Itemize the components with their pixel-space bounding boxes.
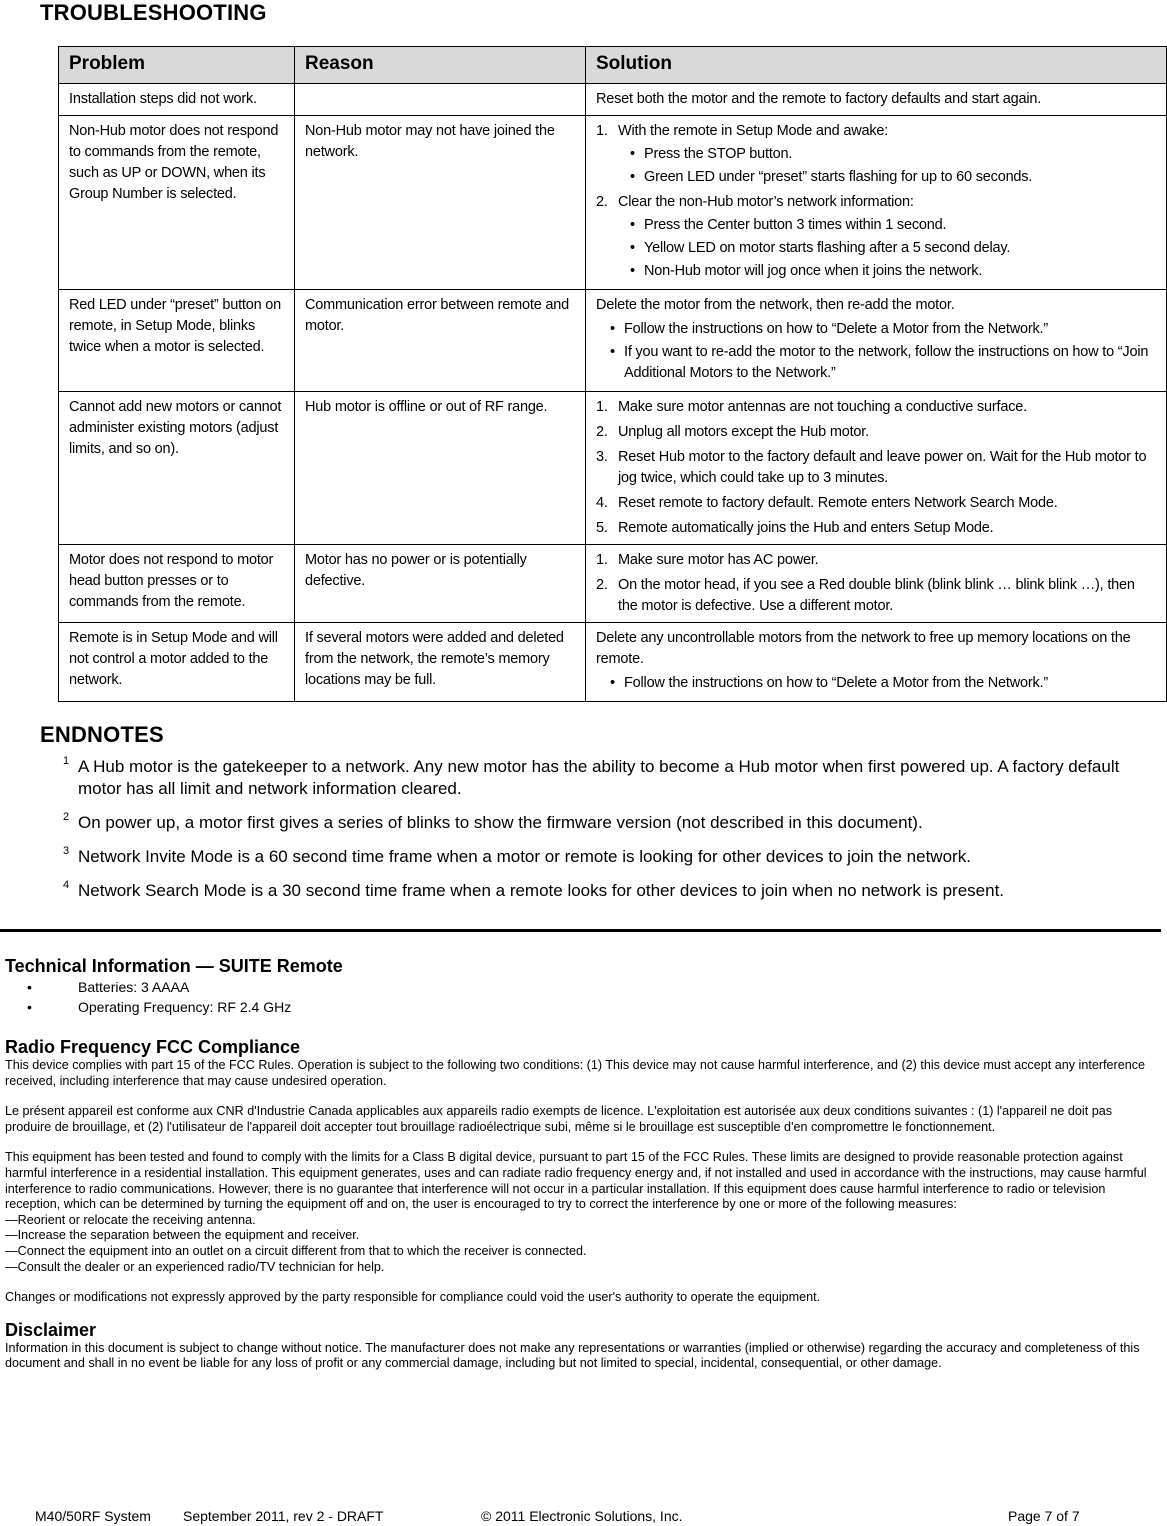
solution-step: 1. Make sure motor antennas are not touching a conductive surface.	[596, 399, 1027, 415]
table-row	[59, 392, 1167, 545]
fcc-measure: —Reorient or relocate the receiving antenna.	[5, 1212, 256, 1227]
solution-step: 3. Reset Hub motor to the factory default and leave power on. Wait for the Hub motor to jog twice, which could take up to 3 minutes.	[596, 449, 1147, 486]
solution-cell	[586, 392, 1167, 545]
solution-step: 2. Clear the non-Hub motor’s network information: • Press the Center button 3 times within 1 second. • Yellow LED on motor starts flashing after a 5 second delay. • Non-Hub motor will jog once when it joins the network.	[596, 192, 1156, 282]
endnote-number: 2	[63, 811, 70, 823]
disclaimer-text: Information in this document is subject to change without notice. The manufacturer does not make any representations or warranties (implied or otherwise) regarding the accuracy and completeness of this document and shall in no event be liable for any loss of profit or any commercial damage, including but not limited to special, incidental, consequential, or other damage.	[5, 1340, 1140, 1371]
endnote-number: 1	[63, 755, 70, 767]
solution-step: 1. With the remote in Setup Mode and awake: • Press the STOP button. • Green LED under “preset” starts flashing for up to 60 seconds.	[596, 121, 1156, 188]
fcc-measure: —Increase the separation between the equipment and receiver.	[5, 1228, 360, 1243]
footer-date: September 2011, rev 2 - DRAFT	[183, 1508, 384, 1524]
table-row	[59, 545, 1167, 623]
header-problem: Problem	[59, 47, 295, 84]
solution-bullet: • Follow the instructions on how to “Delete a Motor from the Network.”	[610, 673, 1156, 694]
endnote-item: 3 Network Invite Mode is a 60 second time frame when a motor or remote is looking for other devices to join the network.	[60, 846, 1140, 868]
table-row	[59, 84, 1167, 116]
reason-cell: Motor has no power or is potentially defective.	[295, 545, 586, 623]
solution-bullet: • Follow the instructions on how to “Delete a Motor from the Network.”	[610, 319, 1156, 340]
fcc-paragraph: This equipment has been tested and found to comply with the limits for a Class B digital device, pursuant to part 15 of the FCC Rules. These limits are designed to provide reasonable protection against harmful interference in a residential installation. This equipment generates, uses and can radiate radio frequency energy and, if not installed and used in accordance with the instructions, may cause harmful interference to radio communications. However, there is no guarantee that interference will not occur in a particular installation. If this equipment does cause harmful interference to radio or television reception, which can be determined by turning the equipment off and on, the user is encouraged to try to correct the interference by one or more of the following measures:	[5, 1150, 1147, 1212]
endnotes-title: ENDNOTES	[40, 722, 164, 747]
disclaimer-title: Disclaimer	[5, 1319, 97, 1340]
page-title: TROUBLESHOOTING	[40, 0, 267, 25]
table-header-row	[59, 47, 1167, 84]
solution-cell	[586, 545, 1167, 623]
fcc-measure: —Consult the dealer or an experienced radio/TV technician for help.	[5, 1259, 385, 1274]
solution-text: Delete any uncontrollable motors from the network to free up memory locations on the remote.	[596, 630, 1131, 667]
footer-copyright: © 2011 Electronic Solutions, Inc.	[481, 1508, 683, 1524]
solution-cell	[586, 116, 1167, 290]
technical-info-section	[5, 955, 1160, 1372]
solution-bullet: • Green LED under “preset” starts flashing for up to 60 seconds.	[630, 167, 1156, 188]
table-row	[59, 290, 1167, 392]
endnote-item: 1 A Hub motor is the gatekeeper to a network. Any new motor has the ability to become a Hub motor when first powered up. A factory default motor has all limit and network information cleared.	[60, 756, 1140, 800]
problem-cell: Installation steps did not work.	[59, 84, 295, 116]
solution-cell: Reset both the motor and the remote to factory defaults and start again.	[586, 84, 1167, 116]
solution-bullet: • If you want to re-add the motor to the network, follow the instructions on how to “Join Additional Motors to the Network.”	[610, 342, 1156, 384]
footer-product: M40/50RF System	[35, 1508, 151, 1524]
reason-cell: If several motors were added and deleted from the network, the remote’s memory locations may be full.	[295, 623, 586, 702]
header-reason: Reason	[295, 47, 586, 84]
tech-item: • Batteries: 3 AAAA	[5, 977, 1160, 997]
endnote-number: 4	[63, 879, 70, 891]
reason-cell: Hub motor is offline or out of RF range.	[295, 392, 586, 545]
problem-cell: Remote is in Setup Mode and will not control a motor added to the network.	[59, 623, 295, 702]
troubleshooting-table	[58, 46, 1167, 702]
endnote-item: 4 Network Search Mode is a 30 second time frame when a remote looks for other devices to join when no network is present.	[60, 880, 1140, 902]
fcc-paragraph: This device complies with part 15 of the FCC Rules. Operation is subject to the following two conditions: (1) This device may not cause harmful interference, and (2) this device must accept any interference received, including interference that may cause undesired operation.	[5, 1058, 1146, 1088]
tech-title: Technical Information — SUITE Remote	[5, 956, 343, 976]
endnotes-list	[60, 756, 1140, 914]
endnote-item: 2 On power up, a motor first gives a series of blinks to show the firmware version (not described in this document).	[60, 812, 1140, 834]
solution-bullet: • Yellow LED on motor starts flashing after a 5 second delay.	[630, 238, 1156, 259]
problem-cell: Motor does not respond to motor head button presses or to commands from the remote.	[59, 545, 295, 623]
solution-bullet: • Press the Center button 3 times within 1 second.	[630, 215, 1156, 236]
header-solution: Solution	[586, 47, 1167, 84]
fcc-measure: —Connect the equipment into an outlet on a circuit different from that to which the receiver is connected.	[5, 1243, 587, 1258]
table-row	[59, 623, 1167, 702]
solution-step: 2. Unplug all motors except the Hub motor.	[596, 424, 869, 440]
reason-cell	[295, 84, 586, 116]
section-divider	[0, 929, 1161, 932]
solution-step: 5. Remote automatically joins the Hub and enters Setup Mode.	[596, 520, 994, 536]
endnote-number: 3	[63, 845, 70, 857]
fcc-paragraph: Changes or modifications not expressly approved by the party responsible for compliance could void the user's authority to operate the equipment.	[5, 1290, 821, 1305]
solution-bullet: • Press the STOP button.	[630, 144, 1156, 165]
fcc-title: Radio Frequency FCC Compliance	[5, 1037, 301, 1057]
solution-text: Delete the motor from the network, then re-add the motor.	[596, 297, 955, 313]
fcc-paragraph-french: Le présent appareil est conforme aux CNR d'Industrie Canada applicables aux appareils radio exempts de licence. L'exploitation est autorisée aux deux conditions suivantes : (1) l'appareil ne doit pas produire de brouillage, et (2) l'utilisateur de l'appareil doit accepter tout brouillage radioélectrique subi, même si le brouillage est susceptible d'en compromettre le fonctionnement.	[5, 1104, 1113, 1134]
solution-step: 1. Make sure motor has AC power.	[596, 552, 819, 568]
problem-cell: Non-Hub motor does not respond to commands from the remote, such as UP or DOWN, when its Group Number is selected.	[59, 116, 295, 290]
problem-cell: Cannot add new motors or cannot administer existing motors (adjust limits, and so on).	[59, 392, 295, 545]
reason-cell: Communication error between remote and motor.	[295, 290, 586, 392]
solution-bullet: • Non-Hub motor will jog once when it joins the network.	[630, 261, 1156, 282]
problem-cell: Red LED under “preset” button on remote, in Setup Mode, blinks twice when a motor is selected.	[59, 290, 295, 392]
reason-cell: Non-Hub motor may not have joined the network.	[295, 116, 586, 290]
footer-page-number: Page 7 of 7	[1008, 1508, 1080, 1524]
solution-step: 4. Reset remote to factory default. Remote enters Network Search Mode.	[596, 495, 1058, 511]
solution-cell	[586, 623, 1167, 702]
solution-step: 2. On the motor head, if you see a Red double blink (blink blink … blink blink …), then the motor is defective. Use a different motor.	[596, 577, 1135, 614]
table-row	[59, 116, 1167, 290]
solution-cell	[586, 290, 1167, 392]
tech-item: • Operating Frequency: RF 2.4 GHz	[5, 997, 1160, 1017]
